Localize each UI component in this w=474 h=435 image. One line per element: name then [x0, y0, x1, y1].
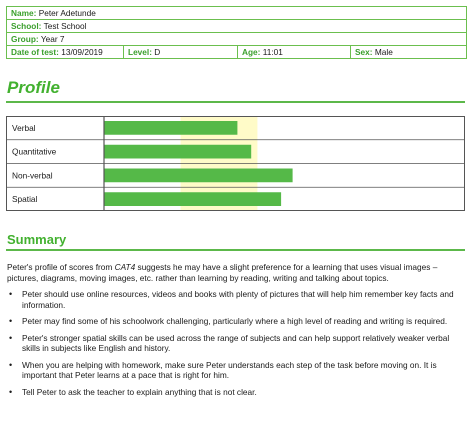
summary-bullet: • When you are helping with homework, make sure Peter understands each step of the task before moving on. It is important that Peter learns at a pace that is right for him.	[7, 360, 465, 381]
summary-bullet: • Peter's stronger spatial skills can be used across the range of subjects and can help support relatively weaker verbal skills in subjects like English and history.	[7, 333, 465, 354]
date-label: Date of test:	[11, 47, 59, 57]
sex-cell	[351, 46, 467, 59]
summary-intro-post: suggests he may have a slight preference for a learning that uses visual images – pictures, diagrams, moving images, etc. rather than learning by reading, writing and talking about topics.	[7, 262, 438, 283]
name-label: Name:	[11, 8, 37, 18]
student-group: Year 7	[40, 34, 65, 44]
student-school: Test School	[43, 21, 87, 31]
level-cell	[124, 46, 238, 59]
summary-divider	[6, 249, 465, 251]
summary-bullet: • Peter should use online resources, videos and books with plenty of pictures that will help him remember key facts and information.	[7, 289, 465, 310]
details-row	[7, 46, 467, 59]
group-row	[7, 33, 467, 46]
school-cell	[7, 20, 467, 33]
summary-intro	[7, 262, 465, 283]
category-label: Non-verbal	[12, 170, 53, 181]
test-level: D	[154, 47, 161, 57]
school-row	[7, 20, 467, 33]
date-cell	[7, 46, 124, 59]
summary-bullet: • Tell Peter to ask the teacher to explain anything that is not clear.	[7, 387, 465, 398]
age-label: Age:	[242, 47, 261, 57]
student-info-table	[6, 6, 467, 59]
category-label: Verbal	[12, 122, 36, 133]
profile-chart	[6, 116, 465, 211]
student-age: 11:01	[262, 47, 283, 57]
student-name: Peter Adetunde	[38, 8, 96, 18]
profile-heading: Profile	[7, 78, 60, 97]
bar-quantitative	[104, 145, 251, 159]
sex-label: Sex:	[355, 47, 373, 57]
category-label: Spatial	[12, 194, 38, 205]
profile-chart-svg	[6, 116, 465, 211]
summary-bullet: • Peter may find some of his schoolwork challenging, particularly where a high level of reading and writing is required.	[7, 316, 465, 327]
group-label: Group:	[11, 34, 39, 44]
bar-non-verbal	[104, 169, 293, 183]
name-row	[7, 7, 467, 20]
profile-divider	[6, 101, 465, 103]
summary-intro-cat4: CAT4	[114, 262, 136, 272]
age-cell	[238, 46, 351, 59]
level-label: Level:	[128, 47, 152, 57]
summary-bullets	[7, 289, 465, 397]
summary-body	[7, 262, 465, 403]
bar-verbal	[104, 121, 237, 135]
group-cell	[7, 33, 467, 46]
bar-spatial	[104, 192, 281, 206]
category-label: Quantitative	[12, 146, 57, 157]
summary-intro-pre: Peter's profile of scores from	[7, 262, 115, 272]
student-sex: Male	[374, 47, 393, 57]
summary-heading: Summary	[7, 232, 67, 247]
school-label: School:	[11, 21, 42, 31]
name-cell	[7, 7, 467, 20]
test-date: 13/09/2019	[61, 47, 103, 57]
